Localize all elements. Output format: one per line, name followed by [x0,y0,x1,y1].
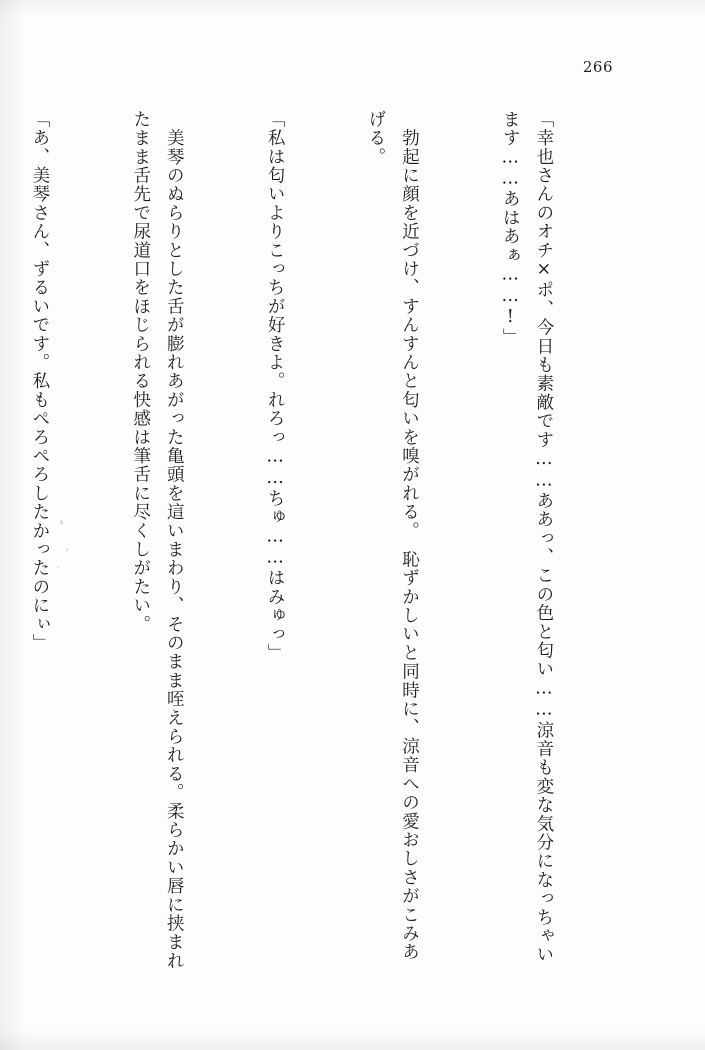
paragraph: 「あ、美琴さん、ずるいです。私もぺろぺろしたかったのにぃ」 [29,110,50,653]
page-edge-shadow-bottom [0,1028,705,1050]
paragraph: 勃起に顔を近づけ、すんすんと匂いを嗅がれる。 恥ずかしいと同時に、涼音への愛おしさがこみあげる。 [365,110,420,962]
page-number: 266 [582,58,613,76]
paragraph: 「私は匂いよりこっちが好きよ。れろっ……ちゅ……はみゅっ」 [265,110,286,663]
paragraph: 「幸也さんのオチ×ポ、今日も素敵です……ああっ、この色と匂い……涼音も変な気分になっちゃいます……あはあぁ……!」 [500,110,554,964]
page-edge-shadow-top [0,0,705,18]
page-text-body [29,110,627,980]
paragraph: 美琴のぬらりとした舌が膨れあがった亀頭を這いまわり、そのまま咥えられる。柔らかい唇に挟まれたまま舌先で尿道口をほじられる快感は筆舌に尽くしがたい。 [130,110,185,971]
